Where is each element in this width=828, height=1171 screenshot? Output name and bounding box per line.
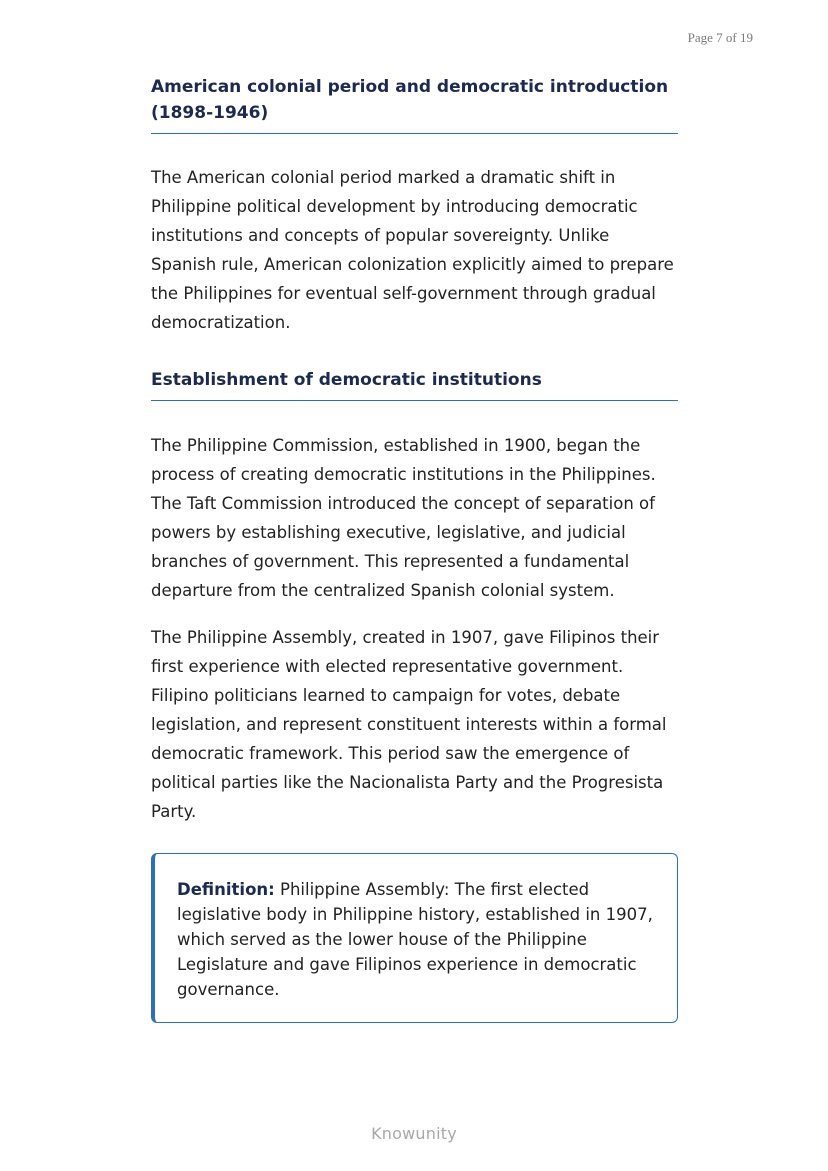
paragraph-colonial-period: The American colonial period marked a dramatic shift in Philippine political development by introducing democratic institutions and concepts of popular sovereignty. Unlike Spanish rule, American colonization explicitly aimed to prepare the Philippines for eventual self-government through gradual democratization.: [151, 168, 674, 332]
definition-callout: [151, 853, 678, 1023]
section-heading-colonial-period: American colonial period and democratic introduction (1898-1946): [151, 74, 678, 134]
definition-text: Philippine Assembly: The first elected legislative body in Philippine history, established in 1907, which served as the lower house of the Philippine Legislature and gave Filipinos experience in democratic governance.: [177, 880, 653, 999]
section-heading-democratic-institutions: Establishment of democratic institutions: [151, 367, 678, 401]
paragraph-philippine-commission: The Philippine Commission, established in 1900, began the process of creating democratic institutions in the Philippines. The Taft Commission introduced the concept of separation of powers by establishing executive, legislative, and judicial branches of government. This represented a fundamental departure from the centralized Spanish colonial system.: [151, 436, 656, 600]
page-indicator: Page 7 of 19: [687, 30, 753, 45]
definition-label: Definition:: [177, 880, 275, 899]
paragraph-philippine-assembly: The Philippine Assembly, created in 1907, gave Filipinos their first experience with elected representative government. Filipino politicians learned to campaign for votes, debate legislation, and represent constituent interests within a formal democratic framework. This period saw the emergence of political parties like the Nacionalista Party and the Progresista Party.: [151, 628, 667, 821]
definition-content: [177, 877, 655, 1002]
footer-brand: Knowunity: [371, 1124, 457, 1143]
document-body: [151, 74, 678, 1023]
